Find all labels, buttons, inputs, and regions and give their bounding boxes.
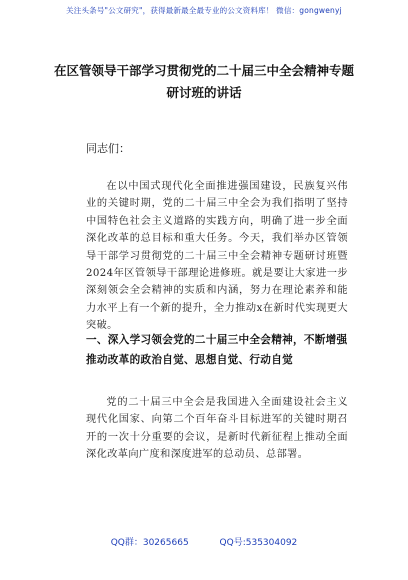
footer-qq-number: QQ号:535304092: [219, 538, 298, 548]
section-heading-1: 一、深入学习领会党的二十届三中全会精神，不断增强推动改革的政治自觉、思想自觉、行动自觉: [86, 334, 348, 366]
paragraph-1: [86, 178, 348, 335]
salutation: 同志们：: [86, 142, 130, 155]
footer-qq-group: QQ群：30265665: [110, 538, 189, 548]
footer: [0, 535, 408, 548]
paragraph-1-text: 在以中国式现代化全面推进强国建设，民族复兴伟业的关键时期，党的二十届三中全会为我们指明了坚持中国特色社会主义道路的实践方向，明确了进一步全面深化改革的总目标和重大任务。今天，我们举办区管领导干部学习贯彻党的二十届三中全会精神专题研讨班暨2024年区管领导干部理论进修班。就是要让大家进一步深刻领会全会精神的实质和内涵，努力在理论素养和能力水平上有一个新的提升，全力推动x在新时代实现更大突破。: [86, 181, 348, 332]
document-title: 在区管领导干部学习贯彻党的二十届三中全会精神专题研讨班的讲话: [53, 63, 354, 100]
paragraph-2: [86, 394, 348, 464]
paragraph-2-text: 党的二十届三中全会是我国进入全面建设社会主义现代化国家、向第二个百年奋斗目标进军的关键时期召开的一次十分重要的会议，是新时代新征程上推动全面深化改革向广度和深度进军的总动员、总部署。: [86, 397, 348, 461]
top-banner: 关注头条号"公文研究"，获得最新最全最专业的公文资料库！ 微信：gongwenyj: [66, 6, 342, 15]
